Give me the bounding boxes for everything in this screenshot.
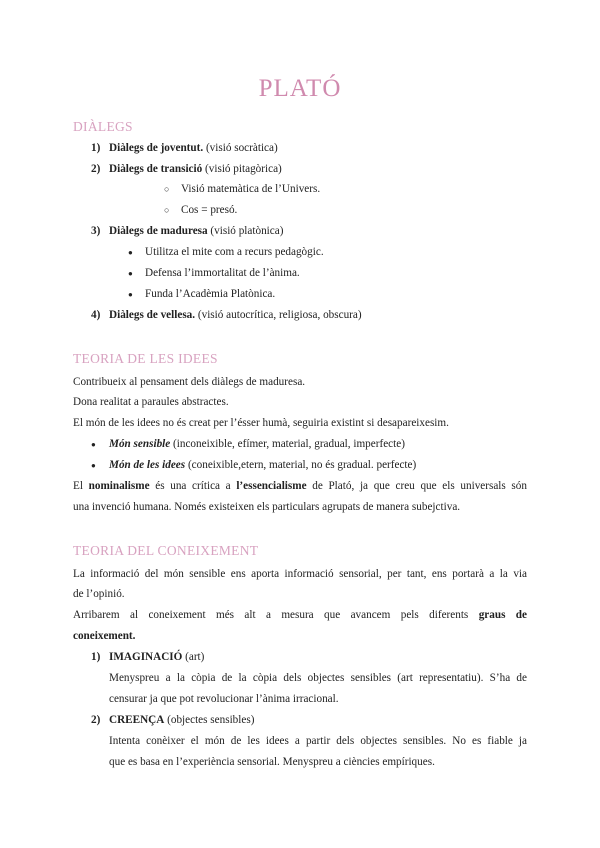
dot-bullet-icon: ● bbox=[128, 269, 133, 278]
section-heading-idees: TEORIA DE LES IDEES bbox=[73, 351, 218, 366]
sub-list-item: Defensa l’immortalitat de l’ànima. bbox=[145, 267, 300, 279]
list-item-bold: Diàlegs de joventut. bbox=[109, 142, 204, 154]
list-item-rest: (visió platònica) bbox=[207, 225, 284, 237]
list-item bbox=[109, 221, 283, 242]
page-title: PLATÓ bbox=[258, 75, 342, 102]
list-item-desc: que es basa en l’experiència sensorial. Menyspreu a ciències empíriques. bbox=[109, 756, 435, 768]
paragraph-line bbox=[73, 605, 527, 626]
list-item-bold: IMAGINACIÓ bbox=[109, 651, 183, 663]
list-item-rest: (objectes sensibles) bbox=[164, 714, 255, 726]
bullet-item-bold: Món sensible bbox=[109, 438, 171, 450]
paragraph-line: una invenció humana. Només existeixen els particulars agrupats de manera subejctiva. bbox=[73, 501, 461, 513]
paragraph-line: de l’opinió. bbox=[73, 588, 125, 600]
bullet-item bbox=[109, 434, 405, 455]
list-number: 3) bbox=[91, 225, 101, 237]
list-item-desc: Intenta conèixer el món de les idees a partir dels objectes sensibles. No es fiable ja bbox=[109, 735, 527, 747]
sub-list-item: Visió matemàtica de l’Univers. bbox=[181, 183, 321, 195]
paragraph-line: coneixement. bbox=[73, 630, 136, 642]
text-run-bold: l’essencialisme bbox=[236, 480, 307, 492]
bullet-item-rest: (coneixible,etern, material, no és gradual. perfecte) bbox=[185, 459, 417, 471]
paragraph-line: Contribueix al pensament dels diàlegs de maduresa. bbox=[73, 376, 306, 388]
list-item-desc: Menyspreu a la còpia de la còpia dels objectes sensibles (art representatiu). S’ha de bbox=[109, 672, 527, 684]
list-number: 1) bbox=[91, 142, 101, 154]
bullet-item bbox=[109, 455, 416, 476]
sub-list-item: Cos = presó. bbox=[181, 204, 238, 216]
list-item bbox=[109, 305, 362, 326]
list-item-bold: CREENÇA bbox=[109, 714, 165, 726]
section-heading-coneixement: TEORIA DEL CONEIXEMENT bbox=[73, 543, 259, 558]
list-item bbox=[109, 710, 254, 731]
circle-bullet-icon: ○ bbox=[164, 184, 170, 194]
sub-list-item: Funda l’Acadèmia Platònica. bbox=[145, 288, 276, 300]
bullet-item-rest: (inconeixible, efímer, material, gradual, imperfecte) bbox=[170, 438, 405, 450]
text-run-bold: nominalisme bbox=[88, 480, 150, 492]
dot-bullet-icon: ● bbox=[128, 290, 133, 299]
list-number: 1) bbox=[91, 651, 101, 663]
list-item bbox=[109, 159, 282, 180]
text-run-bold: graus de bbox=[478, 609, 527, 621]
paragraph-line: La informació del món sensible ens aporta informació sensorial, per tant, ens portarà a la via bbox=[73, 568, 527, 580]
sub-list-item: Utilitza el mite com a recurs pedagògic. bbox=[145, 246, 324, 258]
text-run: és una crítica a bbox=[149, 480, 237, 492]
list-item-bold: Diàlegs de transició bbox=[109, 163, 203, 175]
list-item-rest: (visió pitagòrica) bbox=[202, 163, 282, 175]
list-item-rest: (art) bbox=[182, 651, 205, 663]
dot-bullet-icon: ● bbox=[128, 248, 133, 257]
bullet-item-bold: Món de les idees bbox=[109, 459, 186, 471]
list-item bbox=[109, 647, 204, 668]
dot-bullet-icon: ● bbox=[91, 461, 96, 470]
section-heading-dialegs: DIÀLEGS bbox=[73, 119, 133, 134]
text-run: Arribarem al coneixement més alt a mesura que avancem pels diferents bbox=[73, 609, 479, 621]
list-item-rest: (visió socràtica) bbox=[203, 142, 278, 154]
circle-bullet-icon: ○ bbox=[164, 205, 170, 215]
list-number: 2) bbox=[91, 163, 101, 175]
list-item bbox=[109, 138, 278, 159]
paragraph-line bbox=[73, 476, 527, 497]
paragraph-line: Dona realitat a paraules abstractes. bbox=[73, 396, 229, 408]
list-item-bold: Diàlegs de maduresa bbox=[109, 225, 208, 237]
dot-bullet-icon: ● bbox=[91, 440, 96, 449]
list-item-rest: (visió autocrítica, religiosa, obscura) bbox=[195, 309, 362, 321]
paragraph-line: El món de les idees no és creat per l’ésser humà, seguiria existint si desapareixesim. bbox=[73, 417, 449, 429]
list-item-bold: Diàlegs de vellesa. bbox=[109, 309, 196, 321]
list-number: 2) bbox=[91, 714, 101, 726]
list-number: 4) bbox=[91, 309, 101, 321]
list-item-desc: censurar ja que pot revolucionar l’ànima irracional. bbox=[109, 693, 339, 705]
text-run: de Plató, ja que creu que els universals són bbox=[306, 480, 527, 492]
text-run: El bbox=[73, 480, 89, 492]
